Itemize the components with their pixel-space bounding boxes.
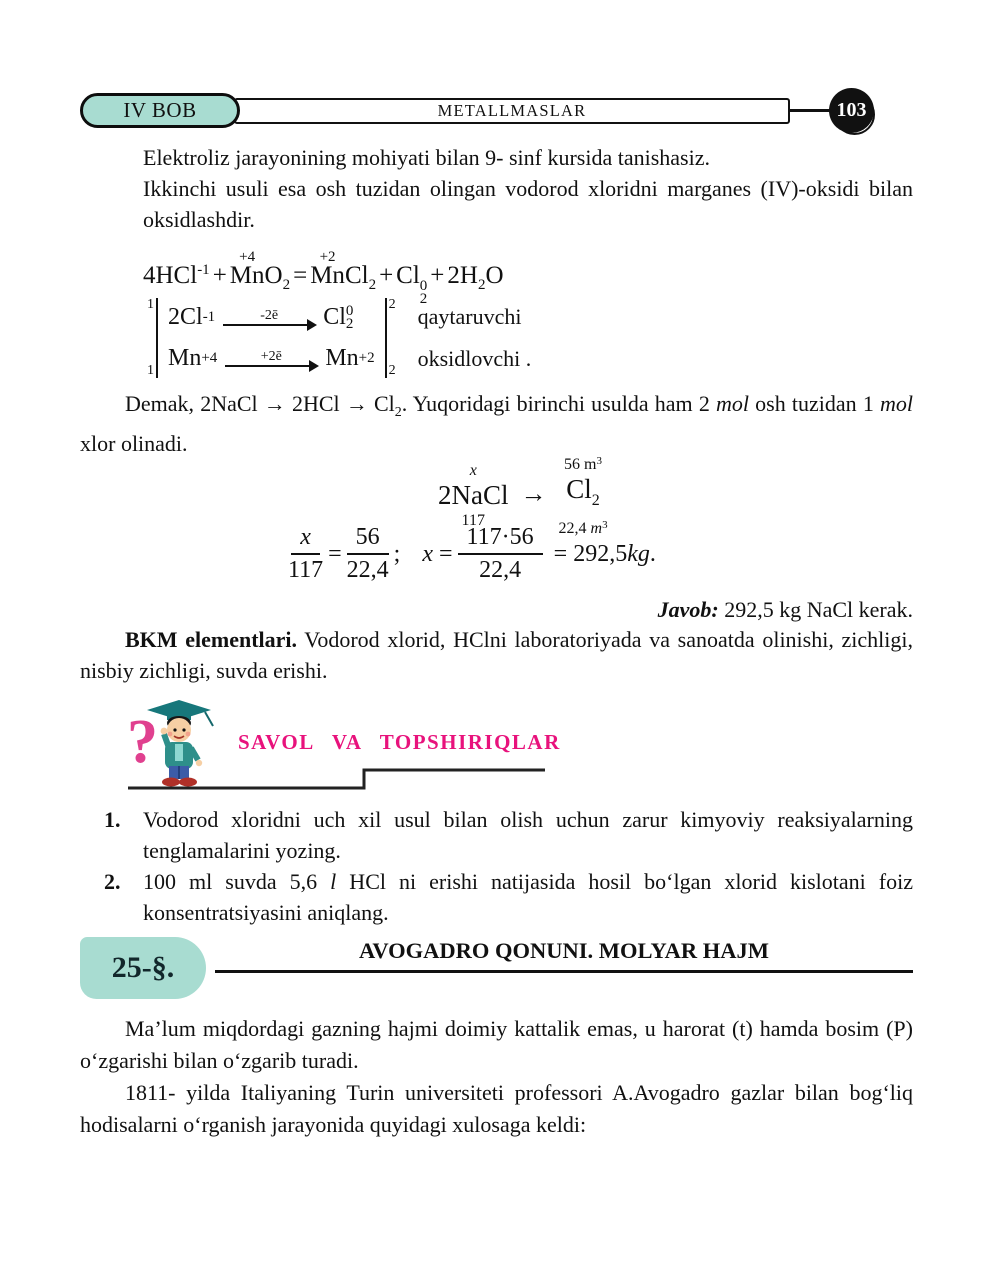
- denominator: 22,4: [346, 557, 389, 583]
- text: 100 ml suvda 5,6: [143, 869, 331, 894]
- equals-sign: =: [553, 540, 568, 567]
- question-text: [143, 804, 913, 866]
- oxidation-state: +2: [358, 350, 375, 366]
- fraction: [458, 524, 543, 584]
- oxidation-state: -1: [197, 262, 210, 278]
- volume-given: [564, 452, 602, 474]
- numerator: 117·56: [458, 524, 543, 555]
- equals-sign: =: [438, 540, 453, 567]
- subscript: 2: [477, 277, 486, 293]
- role-label-oxidizer: oksidlovchi .: [417, 346, 532, 371]
- questions-list: [80, 804, 913, 928]
- reactant: 2Cl: [168, 304, 203, 330]
- electron-label: -2ē: [260, 307, 279, 323]
- right-multipliers: [387, 298, 398, 378]
- question-text: [143, 866, 913, 928]
- subscript: 2: [591, 492, 600, 509]
- numerator: 56: [347, 524, 389, 555]
- reaction-arrow: [225, 350, 317, 368]
- denominator: 117: [288, 557, 324, 583]
- bkm-paragraph: [80, 624, 913, 686]
- fraction: [288, 524, 323, 584]
- equation-term: [229, 249, 265, 290]
- answer-text: 292,5 kg NaCl kerak.: [718, 597, 913, 622]
- text: Demak, 2NaCl → 2HCl → Cl: [125, 391, 395, 416]
- numerator: x: [291, 524, 320, 555]
- unknown-mass: x: [469, 461, 477, 479]
- unit: m: [590, 520, 603, 537]
- formula-nacl: 2NaCl: [438, 479, 509, 510]
- text: 56 m: [564, 456, 597, 473]
- chapter-label: IV BOB: [123, 98, 197, 122]
- element: Cl: [344, 262, 369, 289]
- unit-mol: mol: [880, 391, 913, 416]
- oxidation-state: 0: [345, 302, 354, 319]
- sup-sub-stack: [345, 302, 354, 332]
- section-title: AVOGADRO QONUNI. MOLYAR HAJM: [359, 938, 769, 963]
- chapter-title-bar: [234, 98, 790, 124]
- half-reactions: [156, 298, 387, 378]
- text: osh tuzidan 1: [749, 391, 880, 416]
- plus-sign: +: [430, 262, 445, 289]
- role-label-reducer: qaytaruvchi: [417, 304, 522, 329]
- avogadro-block: [80, 1013, 913, 1141]
- denominator: 22,4: [479, 557, 522, 583]
- arrow: →: [520, 479, 547, 508]
- subscript: 2: [368, 277, 377, 293]
- arrow-shaft: [223, 324, 315, 327]
- avogadro-paragraph-1: Ma’lum miqdordagi gazning hajmi doimiy kattalik emas, u harorat (t) hamda bosim (P) o‘zgarishi bilan o‘zgarib turadi.: [80, 1016, 913, 1073]
- page-number-badge: [829, 88, 875, 134]
- redox-role-labels: [398, 298, 532, 378]
- unit-mol: mol: [716, 391, 749, 416]
- oxidation-state: -1: [202, 309, 216, 325]
- superscript: 3: [596, 455, 602, 467]
- element: Cl: [396, 262, 420, 289]
- element: O: [264, 262, 283, 289]
- chapter-tab: [80, 93, 240, 128]
- element: 2H: [447, 262, 478, 289]
- half-reaction-row: [168, 304, 375, 331]
- multiplier: 1: [147, 297, 154, 312]
- question-number: 1.: [104, 807, 121, 832]
- demak-paragraph: [80, 388, 913, 459]
- product: Cl: [323, 304, 346, 330]
- formula-cl2: [566, 474, 600, 516]
- chapter-title: METALLMASLAR: [437, 101, 587, 120]
- redox-equation: [143, 246, 504, 306]
- oxidation-state: +4: [201, 350, 218, 366]
- text: HCl ni erishi natijasida hosil bo‘lgan xlorid kislotani foiz konsentratsiyasini aniqlang.: [143, 869, 913, 925]
- page-number: 103: [829, 88, 874, 133]
- svg-text:?: ?: [127, 708, 158, 776]
- section-title-rule: [215, 970, 913, 973]
- oxidation-state: +2: [319, 249, 336, 266]
- period: .: [649, 540, 656, 567]
- intro-paragraph-1: Elektroliz jarayonining mohiyati bilan 9- sinf kursida tanishasiz.: [143, 145, 710, 170]
- unit-liter: l: [330, 869, 337, 894]
- savol-heading: SAVOL VA TOPSHIRIQLAR: [238, 730, 561, 754]
- superscript: 3: [602, 519, 608, 531]
- multiplier: 1: [147, 363, 154, 378]
- electron-label: +2ē: [260, 348, 282, 364]
- question-item: [80, 866, 913, 928]
- arrow-shaft: [225, 365, 317, 368]
- plus-sign: +: [379, 262, 394, 289]
- section-number-tab: [80, 937, 206, 999]
- equation-term: [310, 249, 345, 290]
- subscript: 2: [282, 277, 291, 293]
- bkm-label: BKM elementlari.: [125, 627, 298, 652]
- proportion-solution: [283, 524, 656, 584]
- text: xlor olinadi.: [80, 431, 188, 456]
- subscript: 2: [345, 315, 354, 332]
- multiplier: 2: [388, 297, 396, 312]
- left-multipliers: [145, 298, 156, 378]
- subscript: 2: [419, 291, 428, 307]
- semicolon: ;: [393, 540, 401, 567]
- product: Mn: [325, 345, 359, 371]
- sup-sub-stack: [359, 352, 375, 365]
- text: . Yuqoridagi birinchi usulda ham 2: [401, 391, 716, 416]
- unit-kg: kg: [627, 540, 650, 567]
- question-number: 2.: [104, 869, 121, 894]
- plus-sign: +: [212, 262, 227, 289]
- bkm-text: Vodorod xlorid, HClni laboratoriyada va sanoatda olinishi, zichligi, nisbiy zichligi, suvda erishi.: [80, 627, 913, 683]
- equals-sign: =: [328, 540, 342, 567]
- nacl-column: [438, 461, 509, 530]
- equation-term: 4HCl: [143, 262, 198, 289]
- text: 22,4: [558, 520, 591, 537]
- intro-paragraph-2: Ikkinchi usuli esa osh tuzidan olingan vodorod xloridni marganes (IV)-oksidi bilan oksidlashdir.: [143, 176, 913, 232]
- answer-line: [80, 594, 913, 625]
- question-item: [80, 804, 913, 866]
- variable-x: x: [422, 540, 433, 567]
- fraction: [347, 524, 389, 584]
- answer-label: Javob:: [657, 597, 719, 622]
- oxidation-state: 0: [419, 278, 428, 294]
- avogadro-paragraph-2: 1811- yilda Italiyaning Turin universiteti professori A.Avogadro gazlar bilan bog‘liq hodisalarni o‘rganish jarayonida quyidagi xulosaga keldi:: [80, 1080, 913, 1137]
- step-divider-line: [128, 758, 548, 792]
- header-connector-line: [786, 109, 832, 112]
- electron-balance-scheme: [145, 298, 531, 378]
- text: Vodorod xloridni uch xil usul bilan olish uchun zarur kimyoviy reaksiyalarning tenglamalarini yozing.: [143, 807, 913, 863]
- multiplier: 2: [388, 363, 396, 378]
- reaction-arrow: [223, 309, 315, 327]
- reactant: Mn: [168, 345, 202, 371]
- element: O: [485, 262, 504, 289]
- section-number: 25-§.: [111, 951, 175, 984]
- intro-block: [143, 142, 913, 235]
- molar-mass: 117: [461, 511, 485, 529]
- element: Cl: [566, 474, 592, 504]
- result-value: 292,5: [573, 540, 628, 567]
- element: Mn: [310, 262, 345, 289]
- subscript: 2: [394, 405, 402, 420]
- element: Mn: [229, 262, 265, 289]
- half-reaction-row: [168, 345, 375, 372]
- equals-sign: =: [293, 262, 308, 289]
- oxidation-state: +4: [239, 249, 256, 266]
